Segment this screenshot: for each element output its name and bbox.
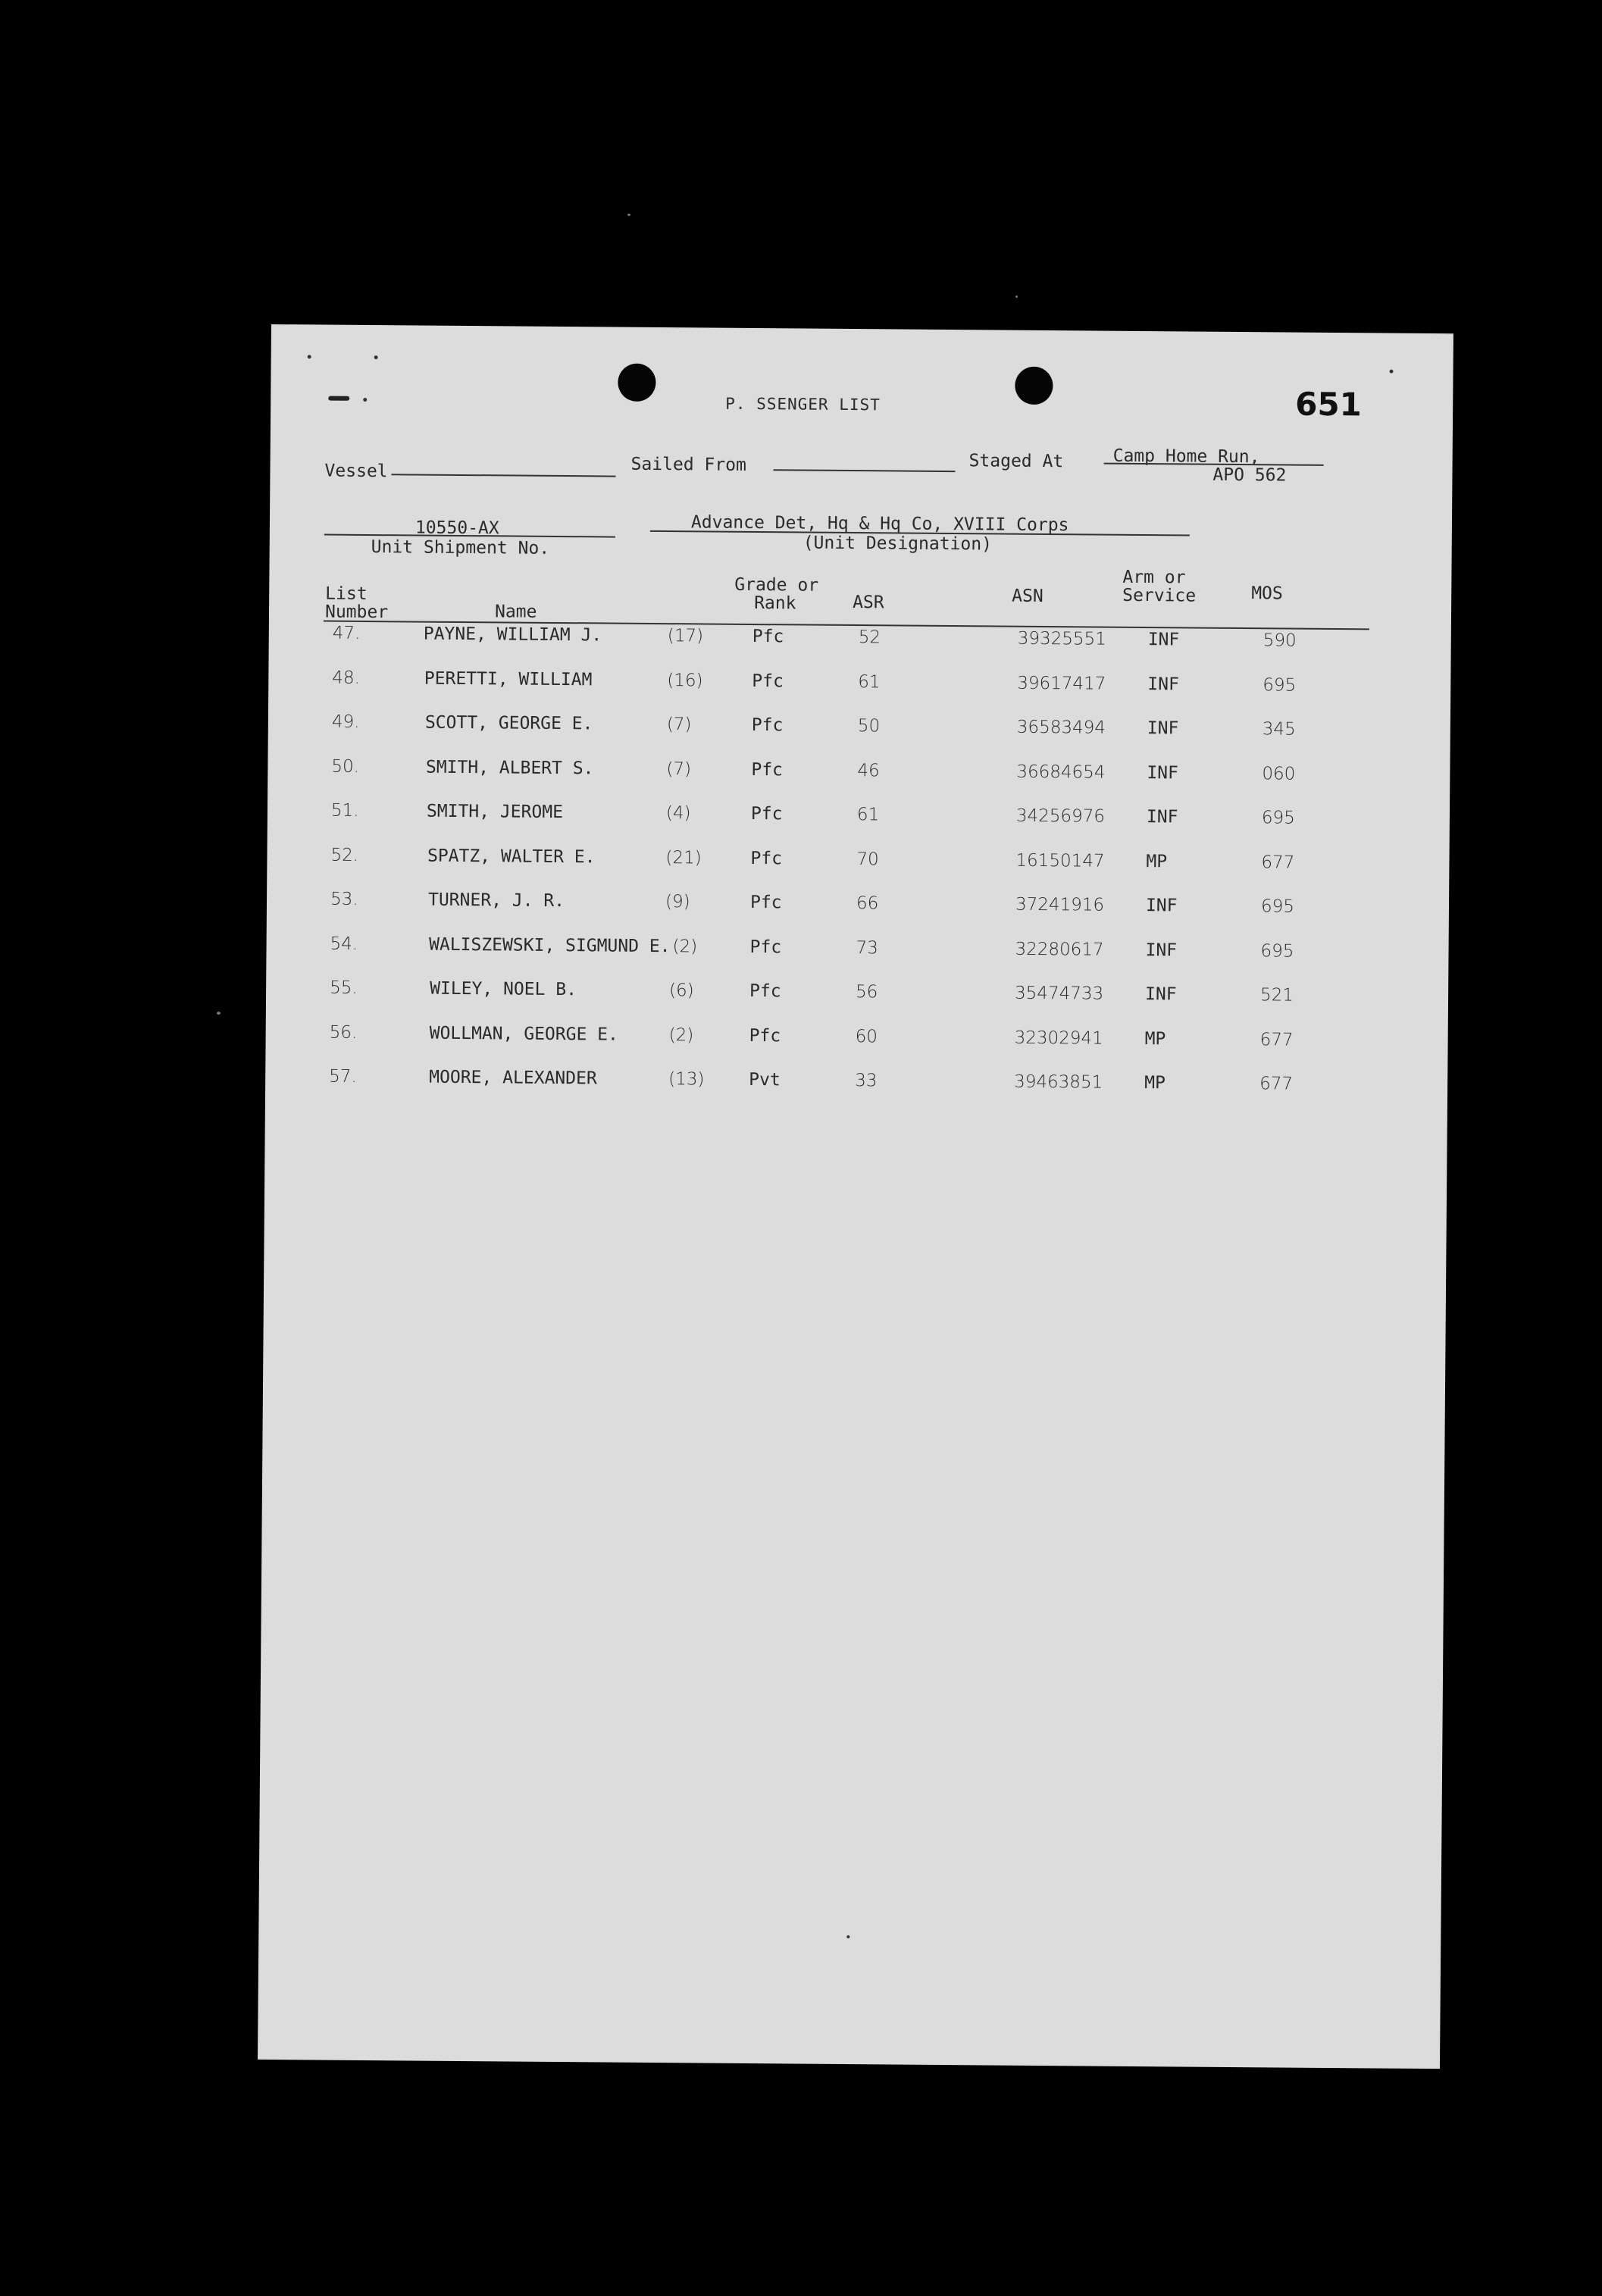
asn-number: 35474733 xyxy=(1014,983,1104,1004)
col-header-service: Service xyxy=(1122,585,1197,606)
arm-service: INF xyxy=(1145,940,1178,960)
list-number: 51. xyxy=(330,800,359,821)
grade-rank: Pfc xyxy=(751,715,784,736)
asr-score: 52 xyxy=(858,627,881,648)
staged-at-apo: APO 562 xyxy=(1212,465,1287,486)
passenger-list-page xyxy=(258,324,1453,2069)
name-note: (6) xyxy=(669,981,694,1001)
margin-dot xyxy=(374,355,378,359)
col-header-list: List xyxy=(325,583,368,605)
col-header-asr: ASR xyxy=(853,593,884,613)
asn-number: 39617417 xyxy=(1017,673,1106,694)
list-number: 55. xyxy=(330,978,358,998)
name-note: (2) xyxy=(668,1024,694,1045)
table-row xyxy=(268,755,1328,794)
asr-score: 50 xyxy=(857,716,881,737)
asn-number: 16150147 xyxy=(1015,850,1105,871)
arm-service: MP xyxy=(1144,1073,1166,1093)
arm-service: INF xyxy=(1146,807,1178,827)
vessel-field-line xyxy=(391,474,615,477)
col-header-number: Number xyxy=(324,602,389,623)
passenger-name: WOLLMAN, GEORGE E. xyxy=(429,1023,619,1045)
unit-shipment-number: 10550-AX xyxy=(415,518,499,539)
passenger-name: WALISZEWSKI, SIGMUND E. xyxy=(428,934,671,956)
table-row xyxy=(265,1066,1326,1105)
asr-score: 33 xyxy=(855,1071,878,1091)
margin-dot xyxy=(1390,370,1394,374)
asn-number: 39325551 xyxy=(1017,628,1106,649)
name-note: (9) xyxy=(665,892,690,912)
table-row xyxy=(269,623,1330,662)
grade-rank: Pfc xyxy=(750,848,783,868)
asn-number: 39463851 xyxy=(1014,1071,1103,1093)
name-note: (7) xyxy=(666,715,692,735)
list-number: 53. xyxy=(330,889,358,909)
list-number: 52. xyxy=(330,845,359,865)
page-mark xyxy=(846,1935,849,1938)
grade-rank: Pfc xyxy=(749,892,782,913)
name-note: (7) xyxy=(666,759,692,779)
asn-number: 37241916 xyxy=(1015,894,1105,915)
grade-rank: Pfc xyxy=(752,626,784,647)
arm-service: INF xyxy=(1147,630,1180,650)
arm-service: MP xyxy=(1146,851,1168,871)
asr-score: 61 xyxy=(856,805,880,825)
grade-rank: Pfc xyxy=(749,1025,781,1046)
name-note: (21) xyxy=(665,847,702,868)
punch-hole-right xyxy=(1015,367,1053,405)
mos-code: 521 xyxy=(1259,985,1294,1006)
mos-code: 695 xyxy=(1260,896,1295,917)
list-number: 57. xyxy=(329,1066,357,1087)
list-number: 54. xyxy=(330,934,358,954)
asr-score: 61 xyxy=(858,671,881,692)
arm-service: INF xyxy=(1147,762,1179,783)
col-header-mos: MOS xyxy=(1251,583,1283,604)
arm-service: INF xyxy=(1147,718,1179,739)
col-header-arm: Arm or xyxy=(1122,567,1186,588)
table-row xyxy=(268,667,1329,705)
asn-number: 32302941 xyxy=(1014,1028,1103,1049)
col-header-name: Name xyxy=(494,602,537,622)
list-number: 56. xyxy=(329,1022,358,1043)
asn-number: 32280617 xyxy=(1015,939,1104,960)
grade-rank: Pfc xyxy=(749,937,782,957)
vessel-label: Vessel xyxy=(324,461,388,482)
list-number: 48. xyxy=(332,668,361,688)
asr-score: 46 xyxy=(857,760,880,780)
mos-code: 695 xyxy=(1263,674,1297,696)
name-note: (13) xyxy=(668,1069,705,1090)
asr-score: 73 xyxy=(856,937,878,958)
list-number: 49. xyxy=(331,712,360,732)
mos-code: 695 xyxy=(1261,808,1295,828)
mos-code: 590 xyxy=(1263,630,1297,651)
passenger-name: SMITH, ALBERT S. xyxy=(425,757,594,778)
margin-dot xyxy=(308,355,311,358)
arm-service: INF xyxy=(1144,984,1177,1005)
table-row xyxy=(268,712,1329,750)
punch-hole-left xyxy=(618,364,656,402)
list-number: 47. xyxy=(332,623,361,643)
mos-code: 060 xyxy=(1262,763,1296,784)
mos-code: 695 xyxy=(1260,940,1294,962)
col-header-asn: ASN xyxy=(1012,586,1043,607)
passenger-name: PERETTI, WILLIAM xyxy=(424,668,593,690)
sailed-from-field-line xyxy=(774,469,956,472)
staged-at-value: Camp Home Run, xyxy=(1112,446,1260,468)
mos-code: 677 xyxy=(1259,1029,1294,1050)
table-row xyxy=(265,1021,1326,1060)
name-note: (4) xyxy=(665,803,691,824)
passenger-name: TURNER, J. R. xyxy=(427,890,565,912)
grade-rank: Pfc xyxy=(751,759,784,780)
asr-score: 60 xyxy=(855,1026,878,1046)
background-speck xyxy=(627,214,630,216)
name-note: (17) xyxy=(667,626,704,646)
mos-code: 677 xyxy=(1261,852,1295,873)
margin-dot xyxy=(363,398,367,402)
sailed-from-label: Sailed From xyxy=(630,454,746,475)
staged-at-label: Staged At xyxy=(968,451,1064,472)
unit-shipment-label: Unit Shipment No. xyxy=(371,537,550,558)
unit-designation: Advance Det, Hq & Hq Co, XVIII Corps xyxy=(690,512,1069,536)
table-row xyxy=(266,933,1327,971)
passenger-name: MOORE, ALEXANDER xyxy=(429,1067,597,1089)
form-title: P. SSENGER LIST xyxy=(725,394,881,414)
background-speck xyxy=(217,1012,221,1015)
unit-designation-label: (Unit Designation) xyxy=(803,533,993,555)
grade-rank: Pfc xyxy=(749,981,781,1002)
passenger-name: SPATZ, WALTER E. xyxy=(427,846,596,867)
passenger-name: PAYNE, WILLIAM J. xyxy=(423,624,602,646)
arm-service: INF xyxy=(1145,896,1178,916)
col-header-rank: Rank xyxy=(754,593,796,614)
arm-service: MP xyxy=(1144,1028,1166,1049)
page-number: 651 xyxy=(1295,385,1363,424)
passenger-name: WILEY, NOEL B. xyxy=(430,978,577,1000)
list-number: 50. xyxy=(331,756,360,777)
mos-code: 677 xyxy=(1259,1074,1294,1094)
asr-score: 56 xyxy=(856,982,878,1003)
passenger-name: SMITH, JEROME xyxy=(426,801,564,823)
arm-service: INF xyxy=(1147,674,1179,694)
name-note: (2) xyxy=(672,936,698,956)
name-note: (16) xyxy=(667,670,703,690)
grade-rank: Pvt xyxy=(749,1069,781,1090)
asr-score: 70 xyxy=(856,849,879,869)
grade-rank: Pfc xyxy=(752,671,784,691)
asn-number: 36583494 xyxy=(1016,717,1106,738)
mos-code: 345 xyxy=(1262,719,1296,740)
passenger-name: SCOTT, GEORGE E. xyxy=(424,712,593,734)
asn-number: 34256976 xyxy=(1015,805,1106,827)
asr-score: 66 xyxy=(856,893,879,914)
background-speck xyxy=(1015,296,1018,298)
grade-rank: Pfc xyxy=(750,803,783,824)
table-row xyxy=(266,978,1327,1016)
margin-mark xyxy=(328,396,349,401)
col-header-grade: Grade or xyxy=(734,574,819,596)
table-row xyxy=(267,889,1328,927)
asn-number: 36684654 xyxy=(1016,762,1106,783)
table-row xyxy=(268,800,1328,839)
table-row xyxy=(267,844,1328,883)
